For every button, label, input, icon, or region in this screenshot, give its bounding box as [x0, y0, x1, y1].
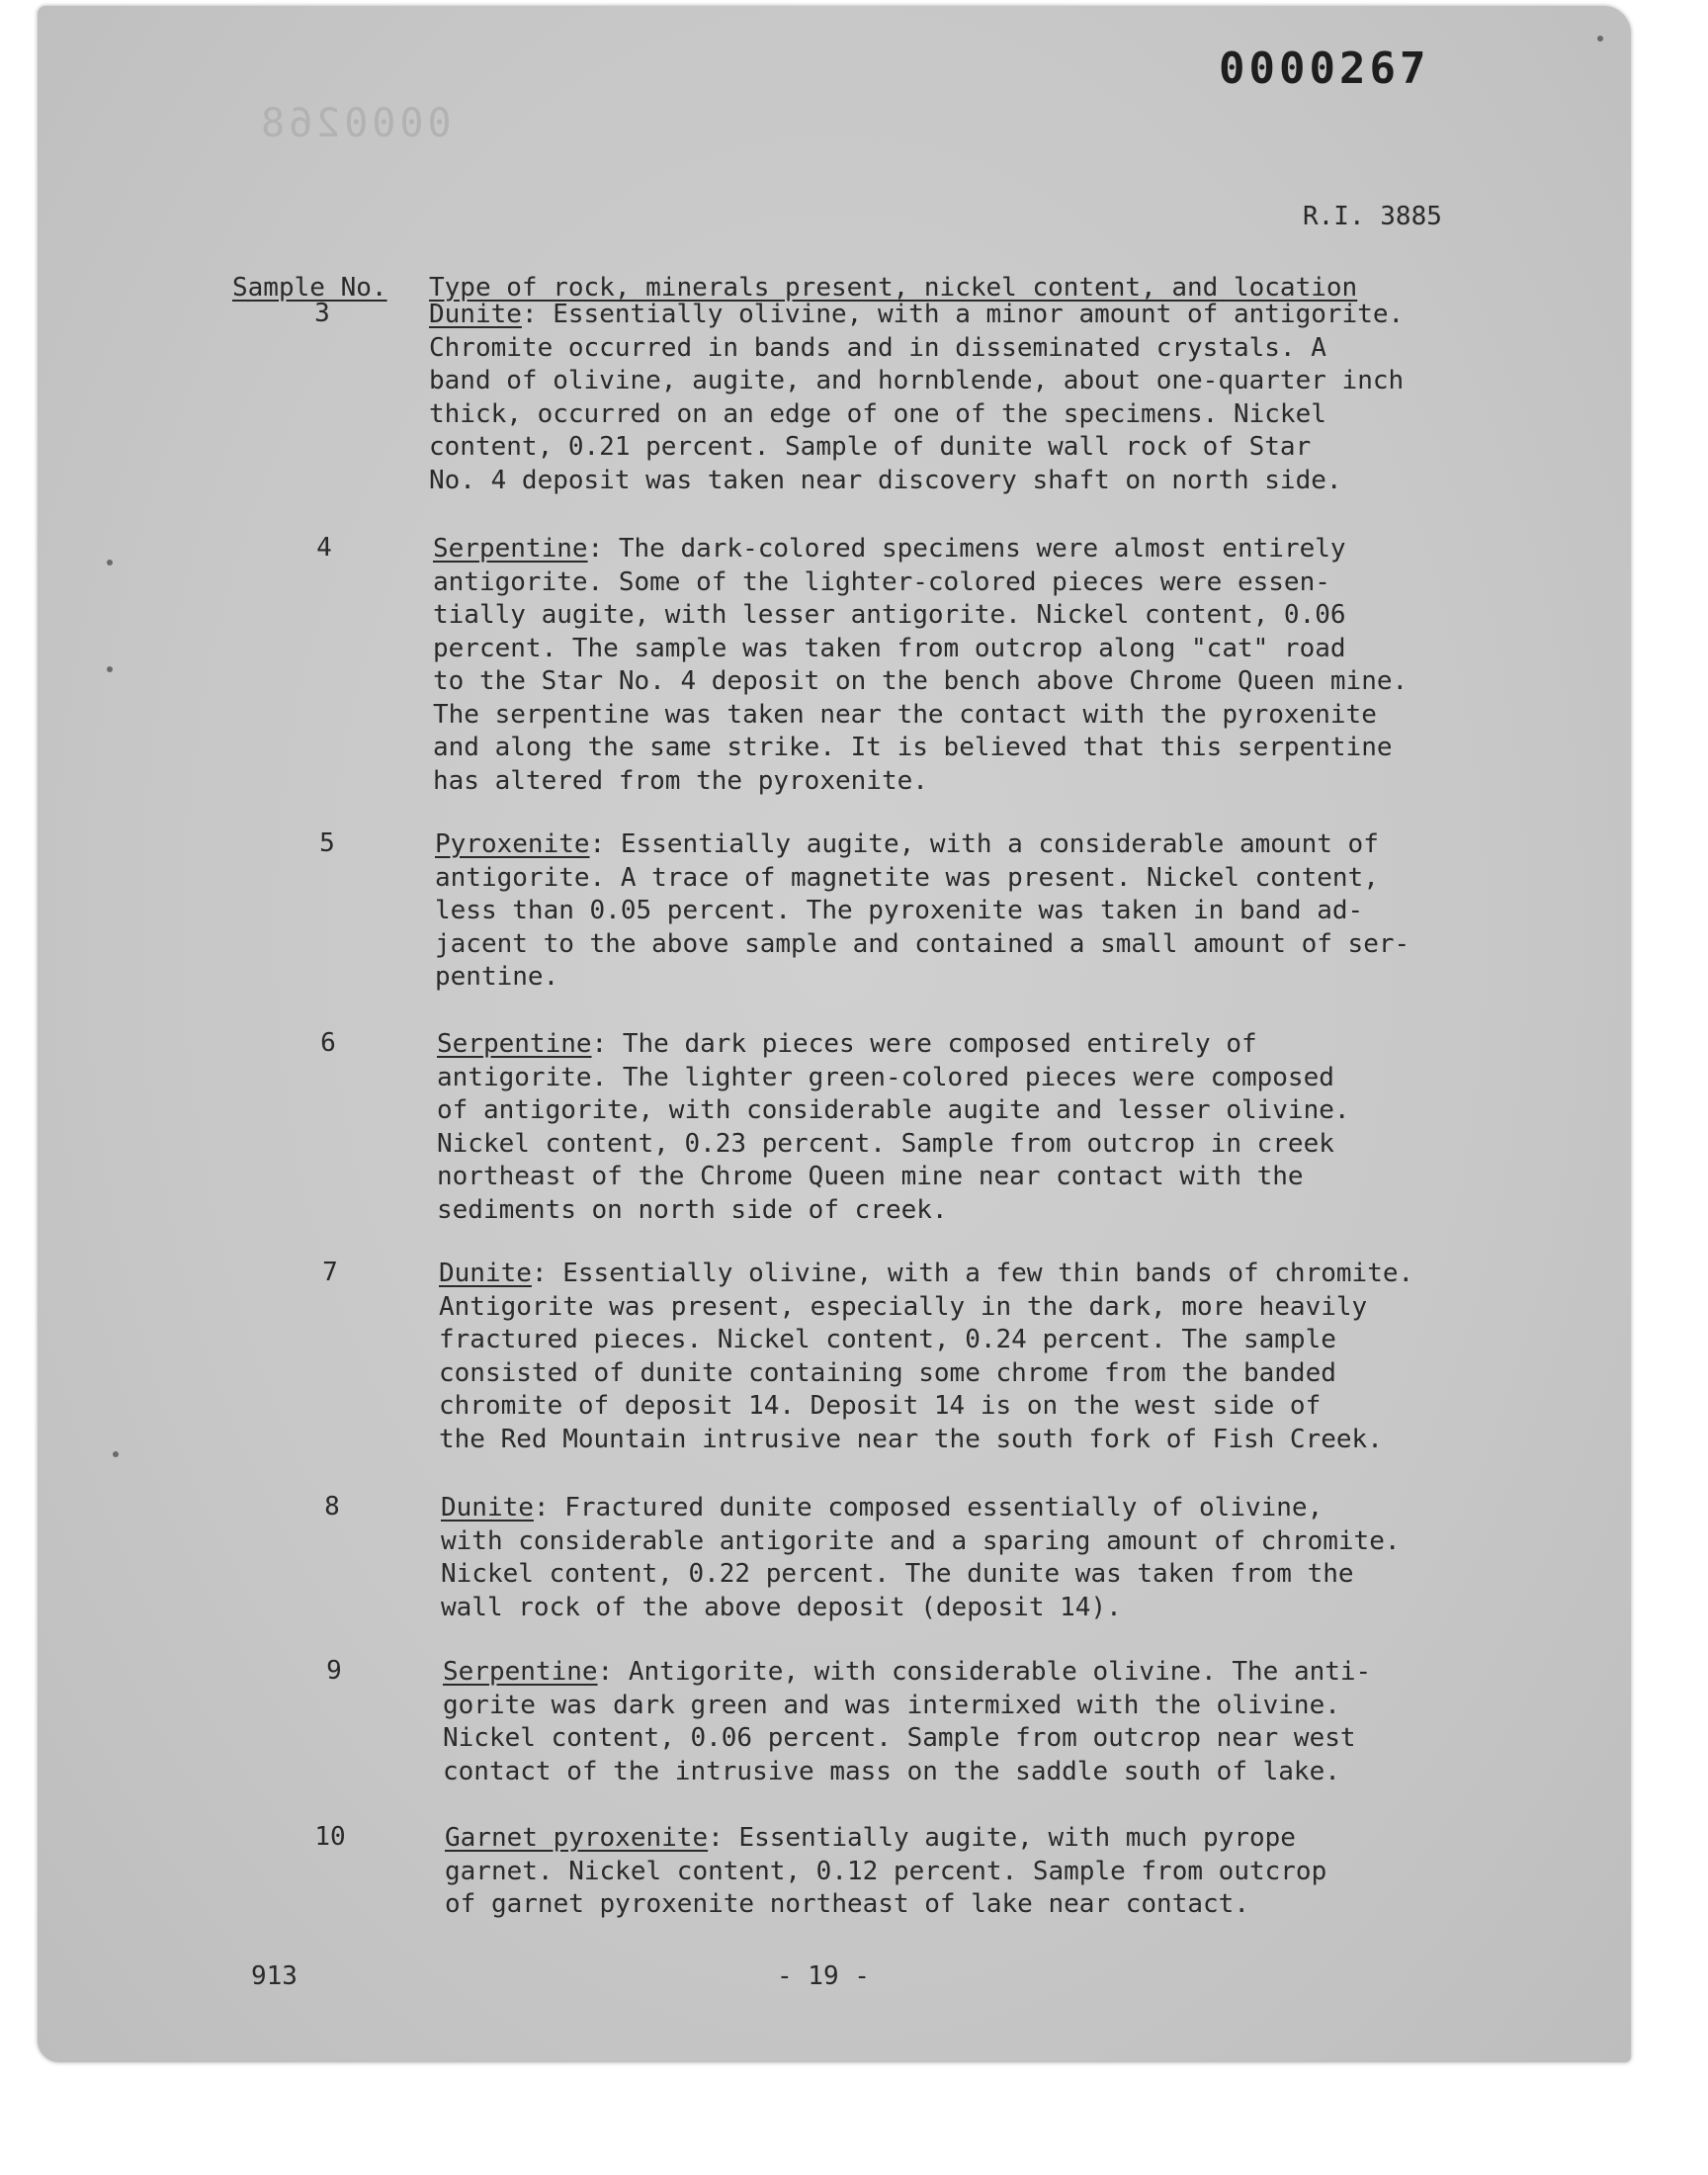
description-header: Type of rock, minerals present, nickel content, and location [429, 273, 1358, 303]
page-number: - 19 - [777, 1961, 870, 1991]
sample-description [443, 1656, 1570, 1788]
sample-text: : The dark pieces were composed entirely of antigorite. The lighter green-colored pieces were composed of antigorite, with considerable augite and lesser olivine. Nickel content, 0.23 percent. Sample from outcrop in creek northeast of the Chrome Queen mine near contact with the sediments on north side of creek. [437, 1029, 1350, 1225]
sample-number: 3 [314, 299, 330, 328]
sample-description [429, 299, 1556, 497]
sample-text: : Essentially augite, with a considerable amount of antigorite. A trace of magnetite was present. Nickel content, less than 0.05 percent. The pyroxenite was taken in band ad- jacent to the above sample and contained a small amount of ser- pentine. [435, 829, 1410, 992]
sample-number: 5 [319, 828, 335, 858]
sample-description [437, 1028, 1564, 1227]
rock-type: Dunite [429, 300, 522, 329]
sample-description [435, 828, 1562, 995]
report-number: R.I. 3885 [1303, 202, 1442, 231]
sample-text: : The dark-colored specimens were almost entirely antigorite. Some of the lighter-colored pieces were essen- tially augite, with lesser antigorite. Nickel content, 0.06 percent. The sample was taken from outcrop along "cat" road to the Star No. 4 deposit on the bench above Chrome Queen mine. The serpentine was taken near the contact with the pyroxenite and along the same strike. It is believed that this serpentine has altered from the pyroxenite. [433, 534, 1409, 796]
sample-description [441, 1492, 1568, 1624]
footer-code: 913 [251, 1961, 298, 1991]
rock-type: Serpentine [437, 1029, 592, 1059]
rock-type: Serpentine [443, 1657, 598, 1687]
scan-speck [1597, 36, 1603, 42]
bleed-through-page-id: 0000268 [257, 101, 452, 146]
rock-type: Pyroxenite [435, 829, 590, 859]
sample-text: : Fractured dunite composed essentially of olivine, with considerable antigorite and a sparing amount of chromite. Nickel content, 0.22 percent. The dunite was taken from the wall rock of the above deposit (deposit 14). [441, 1493, 1401, 1622]
sample-description [445, 1822, 1572, 1922]
sample-number: 10 [314, 1822, 346, 1852]
sample-number: 8 [324, 1492, 340, 1522]
page-id-stamp: 0000267 [1219, 44, 1430, 94]
rock-type: Dunite [441, 1493, 534, 1522]
sample-description [439, 1258, 1566, 1456]
sample-number-header: Sample No. [232, 273, 387, 303]
rock-type: Serpentine [433, 534, 588, 564]
sample-number: 4 [316, 533, 332, 563]
rock-type: Garnet pyroxenite [445, 1823, 709, 1853]
scan-speck [107, 560, 113, 566]
sample-description [433, 533, 1560, 798]
sample-text: : Antigorite, with considerable olivine. The anti- gorite was dark green and was intermixed with the olivine. Nickel content, 0.06 percent. Sample from outcrop near west contact of the intrusive mass on the saddle south of lake. [443, 1657, 1372, 1786]
sample-number: 6 [320, 1028, 336, 1058]
document-page [38, 6, 1631, 2062]
sample-text: : Essentially augite, with much pyrope garnet. Nickel content, 0.12 percent. Sample from outcrop of garnet pyroxenite northeast of lake near contact. [445, 1823, 1327, 1919]
scan-speck [113, 1451, 119, 1457]
sample-number: 9 [326, 1656, 342, 1686]
scan-speck [107, 666, 113, 672]
sample-text: : Essentially olivine, with a minor amount of antigorite. Chromite occurred in bands and in disseminated crystals. A band of olivine, augite, and hornblende, about one-quarter inch thick, occurred on an edge of one of the specimens. Nickel content, 0.21 percent. Sample of dunite wall rock of Star No. 4 deposit was taken near discovery shaft on north side. [429, 300, 1405, 495]
rock-type: Dunite [439, 1259, 532, 1288]
sample-number: 7 [322, 1258, 338, 1287]
sample-text: : Essentially olivine, with a few thin bands of chromite. Antigorite was present, especially in the dark, more heavily fractured pieces. Nickel content, 0.24 percent. The sample consisted of dunite containing some chrome from the banded chromite of deposit 14. Deposit 14 is on the west side of the Red Mountain intrusive near the south fork of Fish Creek. [439, 1259, 1414, 1454]
